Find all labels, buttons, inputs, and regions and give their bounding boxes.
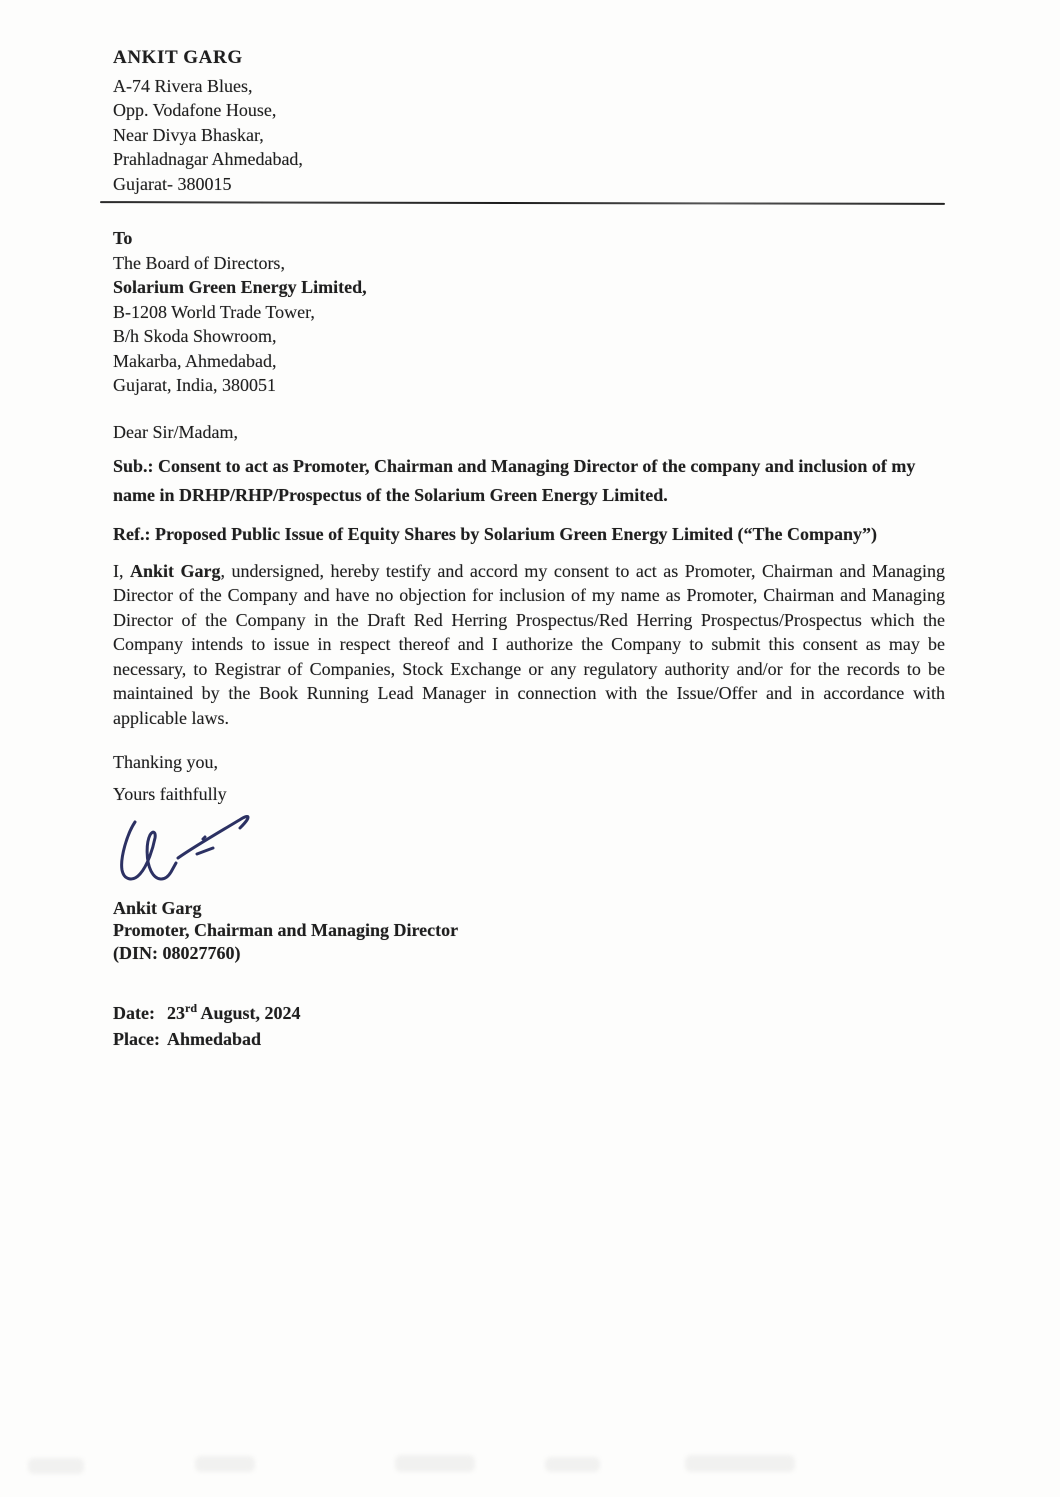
scan-artifact <box>395 1455 475 1472</box>
body-text: , undersigned, hereby testify and accord my consent to act as Promoter, Chairman and Managing Director of the Company and have no objection for inclusion of my name as Promoter, Chairman and Managing Director of the Company in the Draft Red Herring Prospectus/Red Herring Prospectus/Prospectus which the Company intends to issue in respect thereof and I authorize the Company to submit this consent as may be necessary, to Registrar of Companies, Stock Exchange or any regulatory authority and/or for the records to be maintained by the Book Running Lead Manager in connection with the Issue/Offer and in accordance with applicable laws. <box>113 560 945 729</box>
signature-stroke <box>197 848 213 854</box>
recipient-address-line: B/h Skoda Showroom, <box>113 326 277 346</box>
sender-address-line: A-74 Rivera Blues, <box>113 75 253 96</box>
sender-address-line: Prahladnagar Ahmedabad, <box>113 149 303 169</box>
scan-artifact <box>685 1455 795 1472</box>
recipient-address-line: Makarba, Ahmedabad, <box>113 350 277 371</box>
signature-stroke <box>203 837 205 839</box>
signatory-block <box>113 897 945 965</box>
date-ordinal: rd <box>185 1001 197 1016</box>
scan-artifact <box>195 1456 255 1472</box>
date-value <box>167 1003 301 1023</box>
date-day: 23 <box>167 1003 185 1024</box>
recipient-to: To <box>113 228 133 248</box>
salutation: Dear Sir/Madam, <box>113 421 238 442</box>
date-tail: August, 2024 <box>197 1003 301 1024</box>
sender-address-line: Near Divya Bhaskar, <box>113 124 264 145</box>
valediction: Yours faithfully <box>113 783 227 804</box>
signature-stroke <box>178 816 248 858</box>
thanking-you: Thanking you, <box>113 751 218 772</box>
scan-artifact <box>28 1458 84 1474</box>
recipient-block <box>113 226 945 398</box>
date-row <box>113 1001 945 1027</box>
subject-line: Sub.: Consent to act as Promoter, Chairman and Managing Director of the company and inclusion of my name in DRHP/RHP/Prospectus of the Solarium Green Energy Limited. <box>113 455 916 505</box>
sender-block <box>113 46 945 196</box>
recipient-line: The Board of Directors, <box>113 252 285 273</box>
place-label: Place: <box>113 1028 160 1049</box>
recipient-address-line: B-1208 World Trade Tower, <box>113 301 315 322</box>
sender-address-line: Opp. Vodafone House, <box>113 100 277 120</box>
letter-content <box>113 46 945 1052</box>
header-divider-line <box>100 201 945 205</box>
place-row <box>113 1027 945 1053</box>
signatory-title: Promoter, Chairman and Managing Director <box>113 920 459 941</box>
signatory-din: (DIN: 08027760) <box>113 942 241 963</box>
sender-name: ANKIT GARG <box>113 47 243 68</box>
signature-area <box>113 808 945 892</box>
signature-image <box>113 808 283 892</box>
signature-stroke <box>122 822 176 879</box>
reference-line: Ref.: Proposed Public Issue of Equity Shares by Solarium Green Energy Limited (“The Company”) <box>113 523 878 544</box>
scan-artifact <box>545 1457 600 1472</box>
body-lead-in: I, <box>113 560 130 581</box>
recipient-company: Solarium Green Energy Limited, <box>113 277 367 297</box>
place-value: Ahmedabad <box>167 1028 262 1049</box>
body-paragraph <box>113 559 945 731</box>
signatory-name: Ankit Garg <box>113 897 202 918</box>
date-label: Date: <box>113 1003 155 1024</box>
date-place-block <box>113 1001 945 1052</box>
recipient-address-line: Gujarat, India, 380051 <box>113 375 276 395</box>
sender-address-line: Gujarat- 380015 <box>113 173 232 194</box>
body-signer-name: Ankit Garg <box>130 560 221 581</box>
